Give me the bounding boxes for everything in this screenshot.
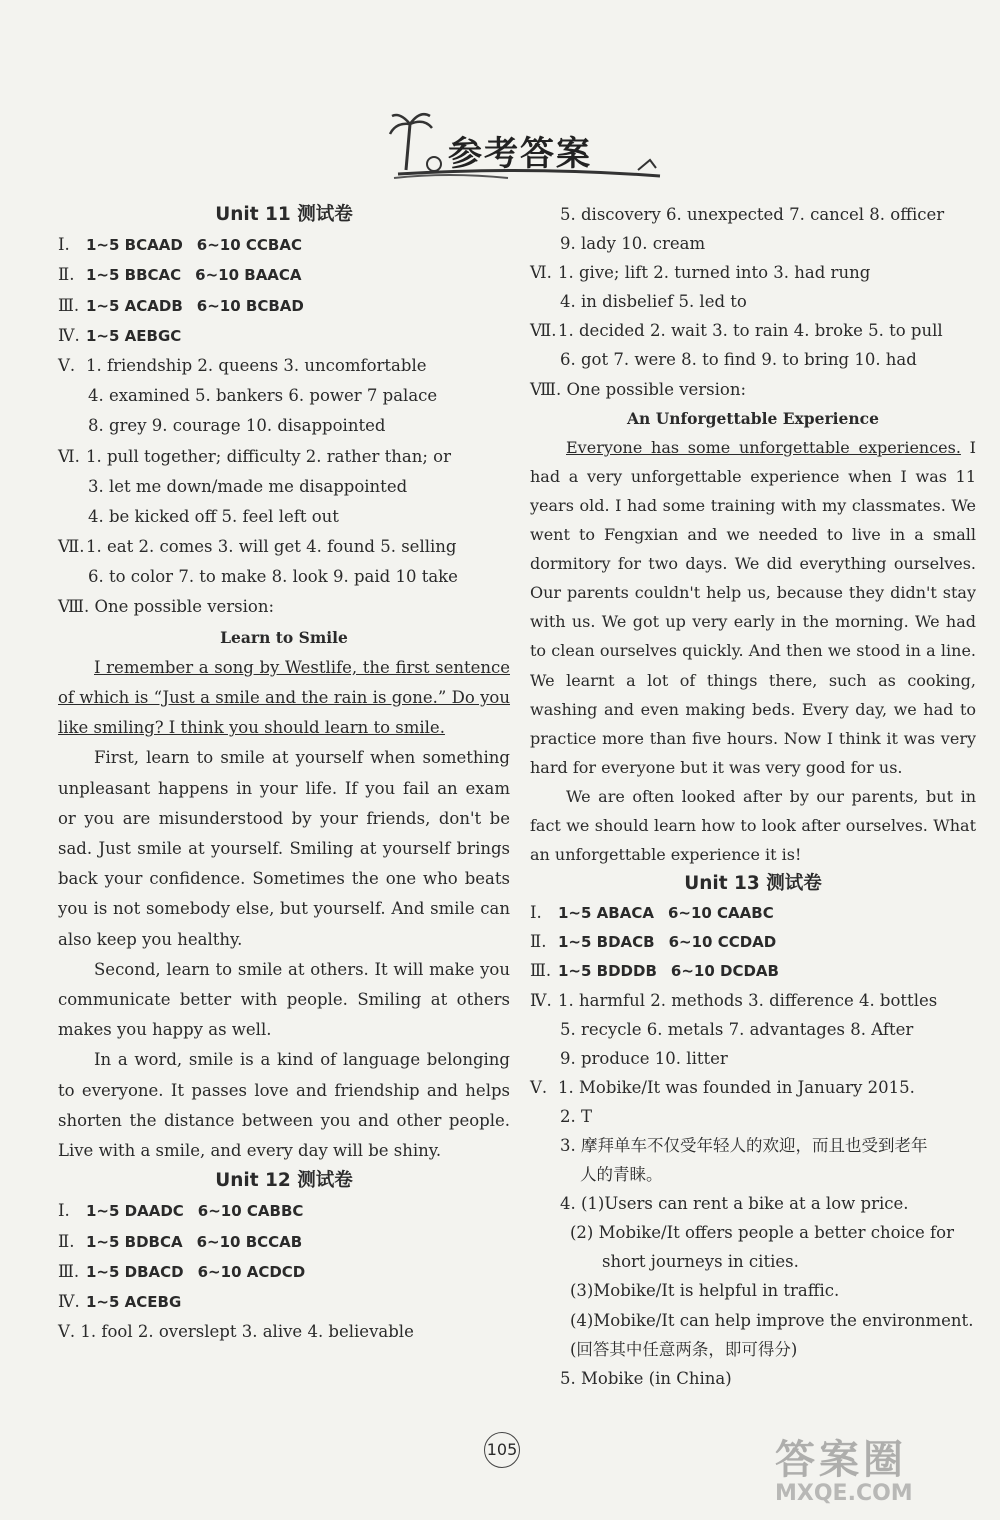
essay-paragraph: I remember a song by Westlife, the first sentence of which is “Just a smile and the rain is gone.” Do you like smiling? I think you should learn to smile. [58, 657, 510, 738]
essay-paragraph: We are often looked after by our parents, but in fact we should learn how to look after ourselves. What an unforgettable experience it is! [530, 786, 976, 865]
answer-row: 5. recycle 6. metals 7. advantages 8. After [560, 1019, 914, 1039]
answer-row: Ⅶ.1. decided 2. wait 3. to rain 4. broke 5. to pull [530, 321, 943, 341]
answer-row: Ⅰ. 1~5 ABACA 6~10 CAABC [530, 903, 774, 923]
answer-row: 6. to color 7. to make 8. look 9. paid 10 take [88, 567, 458, 587]
answer-row: Ⅱ. 1~5 BDACB 6~10 CCDAD [530, 932, 777, 952]
answer-title: 参考答案 [448, 134, 592, 174]
left-column [58, 200, 510, 1347]
answer-row: (3)Mobike/It is helpful in traffic. [570, 1281, 840, 1301]
essay-paragraph: In a word, smile is a kind of language belonging to everyone. It passes love and friendship and helps shorten the distance between you and other people. Live with a smile, and every day will be shiny. [58, 1050, 510, 1161]
unit11-heading: Unit 11 测试卷 [215, 204, 353, 225]
right-column [530, 200, 976, 1393]
answer-row: 8. grey 9. courage 10. disappointed [88, 416, 386, 436]
page-number: 105 [484, 1432, 520, 1468]
answer-row: Ⅲ. 1~5 ACADB 6~10 BCBAD [58, 295, 304, 315]
essay-paragraph: Second, learn to smile at others. It will make you communicate better with people. Smiling at others makes you happy as well. [58, 959, 510, 1040]
answer-row: 4. in disbelief 5. led to [560, 292, 747, 312]
answer-row: 9. produce 10. litter [560, 1048, 728, 1068]
answer-row: Ⅷ. One possible version: [58, 597, 275, 617]
answer-row: Ⅶ.1. eat 2. comes 3. will get 4. found 5. selling [58, 537, 457, 557]
answer-row: Ⅵ. 1. give; lift 2. turned into 3. had rung [530, 263, 871, 283]
answer-row: Ⅰ. 1~5 DAADC 6~10 CABBC [58, 1201, 304, 1221]
answer-row: 5. discovery 6. unexpected 7. cancel 8. officer [560, 205, 945, 224]
answer-row: Ⅴ. 1. Mobike/It was founded in January 2015. [530, 1077, 915, 1097]
answer-row: 3. let me down/made me disappointed [88, 476, 408, 496]
answer-row: (2) Mobike/It offers people a better choice for [570, 1223, 954, 1243]
essay-paragraph: First, learn to smile at yourself when something unpleasant happens in your life. If you fail an exam or you are misunderstood by your friends, don't be sad. Just smile at yourself. Smiling at yourself brings back your confidence. Sometimes the one who beats you is not somebody else, but yourself. And smile can also keep you healthy. [58, 748, 510, 949]
watermark-text: 答案圈 [775, 1437, 907, 1483]
answer-row: 9. lady 10. cream [560, 234, 706, 254]
answer-row: Ⅳ. 1~5 ACEBG [58, 1292, 182, 1312]
answer-row: 4. be kicked off 5. feel left out [88, 506, 339, 526]
answer-row: Ⅱ. 1~5 BDBCA 6~10 BCCAB [58, 1231, 303, 1251]
answer-row: Ⅴ. 1. fool 2. overslept 3. alive 4. believable [58, 1322, 414, 1342]
answer-row: Ⅳ. 1~5 AEBGC [58, 325, 182, 345]
answer-row: Ⅱ. 1~5 BBCAC 6~10 BAACA [58, 265, 302, 285]
answer-row: 6. got 7. were 8. to find 9. to bring 10. had [560, 350, 917, 370]
answer-row: Ⅵ. 1. pull together; difficulty 2. rather than; or [58, 446, 451, 466]
answer-row: 2. T [560, 1106, 592, 1126]
answer-row: Ⅷ. One possible version: [530, 379, 747, 399]
answer-row: 4. examined 5. bankers 6. power 7 palace [88, 386, 438, 406]
answer-row: Ⅳ. 1. harmful 2. methods 3. difference 4. bottles [530, 990, 938, 1010]
answer-note: (回答其中任意两条，即可得分) [570, 1339, 798, 1359]
answer-row: Ⅰ. 1~5 BCAAD 6~10 CCBAC [58, 235, 302, 255]
answer-row: (4)Mobike/It can help improve the environment. [570, 1310, 974, 1330]
answer-row: 5. Mobike (in China) [560, 1368, 732, 1388]
unit13-heading: Unit 13 测试卷 [684, 873, 822, 895]
page-title [388, 112, 670, 182]
answer-row: 3. 摩拜单车不仅受年轻人的欢迎，而且也受到老年 [560, 1136, 928, 1155]
watermark-url: MXQE.COM [775, 1481, 913, 1506]
answer-row: Ⅴ. 1. friendship 2. queens 3. uncomfortable [58, 355, 427, 375]
essay-title: Learn to Smile [220, 627, 348, 647]
unit12-heading: Unit 12 测试卷 [215, 1170, 353, 1192]
essay-title: An Unforgettable Experience [627, 408, 879, 428]
essay-paragraph: Everyone has some unforgettable experiences. I had a very unforgettable experience when I was 11 years old. I had some training with my classmates. We went to Fengxian and we needed to live in a small dormitory for two days. We did everything ourselves. Our parents couldn't help us, because they didn't stay with us. We got up very early in the morning. We had to clean ourselves quickly. And then we stood in a line. We learnt a lot of things there, such as cooking, washing and even making beds. Every day, we had to practice more than five hours. Now I think it was very hard for everyone but it was very good for us. [530, 437, 976, 777]
answer-row: 4. (1)Users can rent a bike at a low price. [560, 1194, 909, 1214]
answer-row: Ⅲ. 1~5 BDDDB 6~10 DCDAB [530, 961, 779, 981]
answer-row: Ⅲ. 1~5 DBACD 6~10 ACDCD [58, 1261, 306, 1281]
answer-row: 人的青睐。 [580, 1165, 663, 1185]
watermark-logo [775, 1428, 985, 1512]
answer-row: short journeys in cities. [602, 1252, 799, 1272]
